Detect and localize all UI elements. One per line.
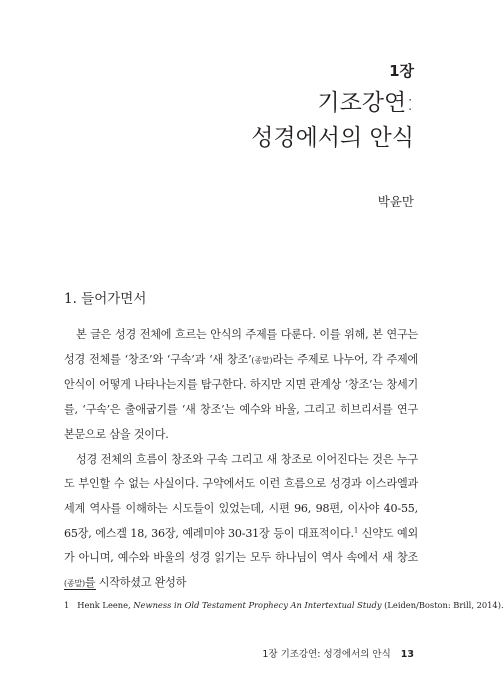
running-title: 1장 기조강연: 성경에서의 안식 [262,649,391,660]
running-footer [262,646,414,660]
paragraph-2-part-b: 신약도 예외가 아니며, 예수와 바울의 성경 읽기는 모두 하나님이 역사 속에서 새 창조 [64,526,418,565]
footnote-author: Henk Leene, [77,600,134,610]
paragraph-1-hanja: (종말) [251,355,273,365]
paragraph-2-hanja: (종말) [64,579,85,589]
paragraph-2 [64,448,418,597]
footnote-ref[interactable]: 1 [353,525,359,534]
paragraph-1-part-a: 본 글은 성경 전체에 흐르는 안식의 주제를 다룬다. 이를 위해, 본 연구는 성경 전체를 ‘창조’와 ‘구속’과 ‘새 창조’ [64,328,418,366]
page-number: 13 [400,649,414,660]
chapter-title-line-1: 기조강연: [317,90,414,116]
section-heading: 1. 들어가면서 [64,291,147,307]
footnote-title: Newness in Old Testament Prophecy An Intertextual Study [133,600,382,610]
chapter-title [251,86,414,156]
body-text [64,323,418,597]
footnote-number: 1 [64,600,70,610]
paragraph-2-part-a: 성경 전체의 흐름이 창조와 구속 그리고 새 창조로 이어진다는 것은 누구도 부인할 수 없는 사실이다. 구약에서도 이런 흐름으로 성경과 이스라엘과 세계 역사를 이해하는 시도들이 있었는데, 시편 96, 98편, 이사야 40-55, 65장, 에스겔 18, 36장, 예레미야 30-31장 등이 대표적이다. [64,452,418,540]
chapter-number: 1장 [389,62,414,80]
footnote [64,599,504,611]
chapter-title-line-2: 성경에서의 안식 [251,125,414,151]
footnote-publisher: (Leiden/Boston: Brill, 2014). [381,600,504,610]
footnote-divider [64,589,96,590]
paragraph-2-part-c: 를 시작하셨고 완성하 [84,576,187,590]
paragraph-1-part-b: 라는 주제로 나누어, 각 주제에 안식이 어떻게 나타나는지를 탐구한다. 하지만 지면 관계상 ‘창조’는 창세기를, ‘구속’은 출애굽기를 ‘새 창조’는 예수와 바울, 그리고 히브리서를 연구 본문으로 삼을 것이다. [64,352,418,441]
author-name: 박윤만 [377,194,414,209]
paragraph-1 [64,323,418,448]
